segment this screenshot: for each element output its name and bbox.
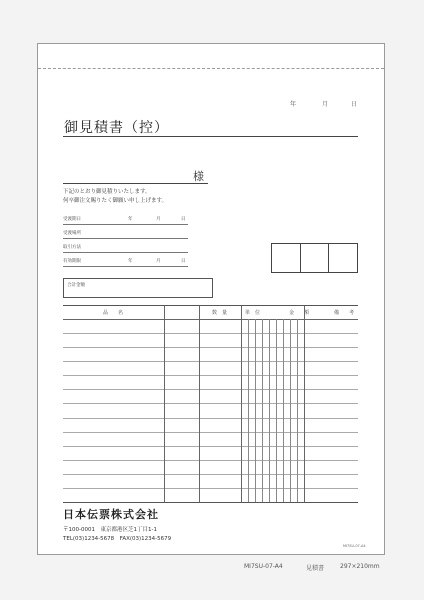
table-header-separator [63,319,358,320]
field-line-delivery-date [63,224,188,225]
amount-digit-divider [283,319,284,502]
header-remarks: 備 考 [334,310,355,316]
footer-form-size: 297×210mm [340,563,380,570]
field-delivery-month: 月 [156,217,161,222]
table-column-divider [164,306,165,502]
title-underline [63,136,358,137]
field-label-delivery-place: 受渡場所 [63,231,81,236]
table-row [63,488,358,489]
field-delivery-year: 年 [128,217,133,222]
footer-form-code: MI7SU-07-A4 [244,563,283,570]
footer-form-name: 見積書 [306,565,325,572]
header-item-name: 品 名 [103,310,124,316]
total-amount-label: 合計金額 [67,283,85,288]
field-label-delivery-date: 受渡期日 [63,217,81,222]
header-amount: 金 額 [289,310,310,316]
field-delivery-day: 日 [181,217,186,222]
field-line-delivery-place [63,238,188,239]
table-row [63,375,358,376]
form-code-small: MI7SU-07-A4 [343,544,366,548]
addressee-suffix: 様 [193,170,204,183]
table-row [63,347,358,348]
approval-stamp-boxes [271,243,358,273]
table-row [63,361,358,362]
amount-digit-divider [262,319,263,502]
table-row [63,418,358,419]
table-row [63,460,358,461]
perforation-line [38,68,384,69]
amount-digit-divider [255,319,256,502]
total-amount-box [63,278,213,298]
field-label-payment-method: 取引方法 [63,245,81,250]
table-row [63,403,358,404]
company-name: 日本伝票株式会社 [63,508,159,521]
items-table [63,305,358,503]
company-address: 〒100-0001 東京都港区芝1丁目1-1 [63,527,157,533]
amount-digit-divider [297,319,298,502]
amount-digit-divider [269,319,270,502]
table-row [63,333,358,334]
company-phone-fax: TEL(03)1234-5678 FAX(03)1234-5679 [63,536,172,542]
date-day: 日 [351,101,358,108]
estimate-form-sheet [37,43,385,555]
header-unit: 単 位 [245,310,261,316]
header-quantity: 数 量 [212,310,228,316]
field-label-expiry: 有効期限 [63,259,81,264]
date-month: 月 [322,101,329,108]
intro-line-1: 下記のとおり御見積りいたします。 [63,189,151,195]
field-line-payment-method [63,252,188,253]
amount-digit-divider [290,319,291,502]
table-row [63,474,358,475]
stamp-box [301,244,330,272]
field-expiry-month: 月 [156,259,161,264]
table-row [63,432,358,433]
addressee-line [63,183,208,184]
field-expiry-day: 日 [181,259,186,264]
table-column-divider [304,306,305,502]
date-year: 年 [290,101,297,108]
table-row [63,446,358,447]
document-title: 御見積書（控） [64,120,169,136]
amount-digit-divider [248,319,249,502]
amount-digit-divider [276,319,277,502]
table-row [63,389,358,390]
field-expiry-year: 年 [128,259,133,264]
stamp-box [329,244,357,272]
field-line-expiry [63,266,188,267]
table-column-divider [199,306,200,502]
table-column-divider [241,306,242,502]
intro-line-2: 何卒御注文賜りたく御願い申し上げます。 [63,198,168,204]
stamp-box [272,244,301,272]
